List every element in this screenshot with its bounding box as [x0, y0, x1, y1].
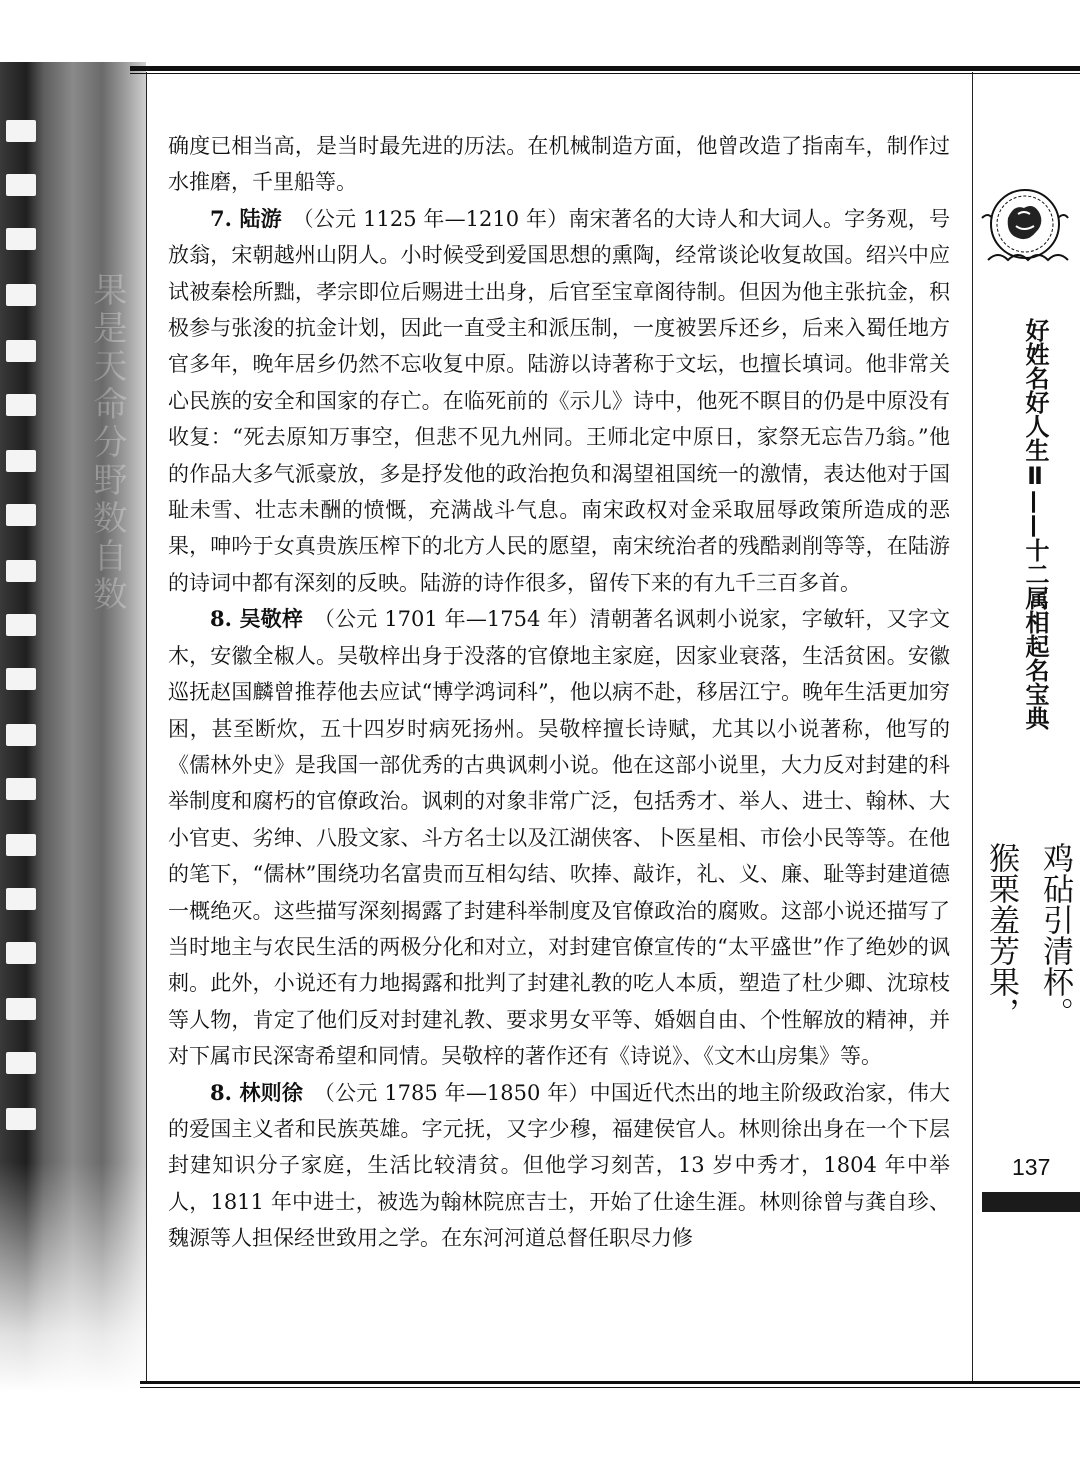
film-perforation	[6, 668, 36, 690]
film-perforation	[6, 778, 36, 800]
paragraph-text: （公元 1785 年—1850 年）中国近代杰出的地主阶级政治家，伟大的爱国主义者和民族英雄。字元抚，又字少穆，福建侯官人。林则徐出身在一个下层封建知识分子家庭，生活比较清贫。但他学习刻苦，13 岁中秀才，1804 年中举人，1811 年中进士，被选为翰林院庶吉士，开始了仕途生涯。林则徐曾与龚自珍、魏源等人担保经世致用之学。在东河河道总督任职尽力修	[168, 1080, 951, 1251]
paragraph	[168, 128, 950, 201]
page-tab-bar	[982, 1192, 1080, 1212]
film-perforation	[6, 1052, 36, 1074]
book-title-vertical: 好姓名好人生Ⅱ——十二属相起名宝典	[1021, 318, 1049, 730]
paragraph-text: 确度已相当高，是当时最先进的历法。在机械制造方面，他曾改造了指南车，制作过水推磨，千里船等。	[168, 134, 950, 195]
film-perforation	[6, 888, 36, 910]
monkey-emblem-icon	[978, 178, 1072, 278]
film-perforation	[6, 228, 36, 250]
film-perforation	[6, 394, 36, 416]
film-perforation	[6, 834, 36, 856]
film-perforation	[6, 1108, 36, 1130]
film-ghost-text: 果是天命分野数自数	[87, 272, 127, 614]
paragraph-text: （公元 1701 年—1754 年）清朝著名讽刺小说家，字敏轩，又字文木，安徽全椒人。吴敬梓出身于没落的官僚地主家庭，因家业衰落，生活贫困。安徽巡抚赵国麟曾推荐他去应试“博学鸿词科”，他以病不赴，移居江宁。晚年生活更加穷困，甚至断炊，五十四岁时病死扬州。吴敬梓擅长诗赋，尤其以小说著称，他写的《儒林外史》是我国一部优秀的古典讽刺小说。他在这部小说里，大力反对封建的科举制度和腐朽的官僚政治。讽刺的对象非常广泛，包括秀才、举人、进士、翰林、大小官吏、劣绅、八股文家、斗方名士以及江湖侠客、卜医星相、市侩小民等等。在他的笔下，“儒林”围绕功名富贵而互相勾结、吹捧、敲诈，礼、义、廉、耻等封建道德一概绝灭。这些描写深刻揭露了封建科举制度及官僚政治的腐败。这部小说还描写了当时地主与农民生活的两极分化和对立，对封建官僚宣传的“太平盛世”作了绝妙的讽刺。此外，小说还有力地揭露和批判了封建礼教的吃人本质，塑造了杜少卿、沈琼枝等人物，肯定了他们反对封建礼教、要求男女平等、婚姻自由、个性解放的精神，并对下属市民深寄希望和同情。吴敬梓的著作还有《诗说》、《文木山房集》等。	[168, 607, 951, 1069]
film-perforation	[6, 560, 36, 582]
paragraph	[168, 1075, 950, 1257]
top-rule	[130, 66, 1080, 71]
film-strip-decoration	[0, 62, 146, 1392]
top-rule-thin	[130, 73, 1080, 74]
film-perforation	[6, 174, 36, 196]
person-heading: 8. 吴敬梓	[210, 606, 304, 632]
page-body	[168, 128, 950, 1257]
film-perforation	[6, 998, 36, 1020]
film-perforation	[6, 340, 36, 362]
person-heading: 7. 陆游	[210, 205, 282, 231]
film-perforation	[6, 724, 36, 746]
film-perforation	[6, 614, 36, 636]
page-number: 137	[1012, 1154, 1051, 1180]
person-heading: 8. 林则徐	[210, 1079, 304, 1105]
sidebar-divider	[972, 72, 973, 1384]
poem-line: 鸡砧引清杯。	[1037, 842, 1073, 1028]
paragraph-text: （公元 1125 年—1210 年）南宋著名的大诗人和大词人。字务观，号放翁，宋朝越州山阴人。小时候受到爱国思想的熏陶，经常谈论收复故国。绍兴中应试被秦桧所黜，孝宗即位后赐进士出身，后官至宝章阁待制。但因为他主张抗金，积极参与张浚的抗金计划，因此一直受主和派压制，一度被罢斥还乡，后来入蜀任地方官多年，晚年居乡仍然不忘收复中原。陆游以诗著称于文坛，也擅长填词。他非常关心民族的安全和国家的存亡。在临死前的《示儿》诗中，他死不瞑目的仍是中原没有收复：“死去原知万事空，但悲不见九州同。王师北定中原日，家祭无忘告乃翁。”他的作品大多气派豪放，多是抒发他的政治抱负和渴望祖国统一的激情，表达他对于国耻未雪、壮志未酬的愤慨，充满战斗气息。南宋政权对金采取屈辱政策所造成的恶果，呻吟于女真贵族压榨下的北方人民的愿望，南宋统治者的残酷剥削等等，在陆游的诗词中都有深刻的反映。陆游的诗作很多，留传下来的有九千三百多首。	[168, 206, 950, 595]
film-perforation	[6, 120, 36, 142]
paragraph	[168, 201, 950, 601]
film-perforation	[6, 284, 36, 306]
bottom-rule-thin	[140, 1387, 1080, 1388]
left-margin-line	[146, 72, 147, 1384]
poem-line: 猴栗羞芳果，	[983, 842, 1019, 1028]
film-perforation	[6, 504, 36, 526]
film-perforation	[6, 942, 36, 964]
bottom-rule	[140, 1381, 1080, 1384]
film-perforation	[6, 450, 36, 472]
paragraph	[168, 601, 950, 1074]
